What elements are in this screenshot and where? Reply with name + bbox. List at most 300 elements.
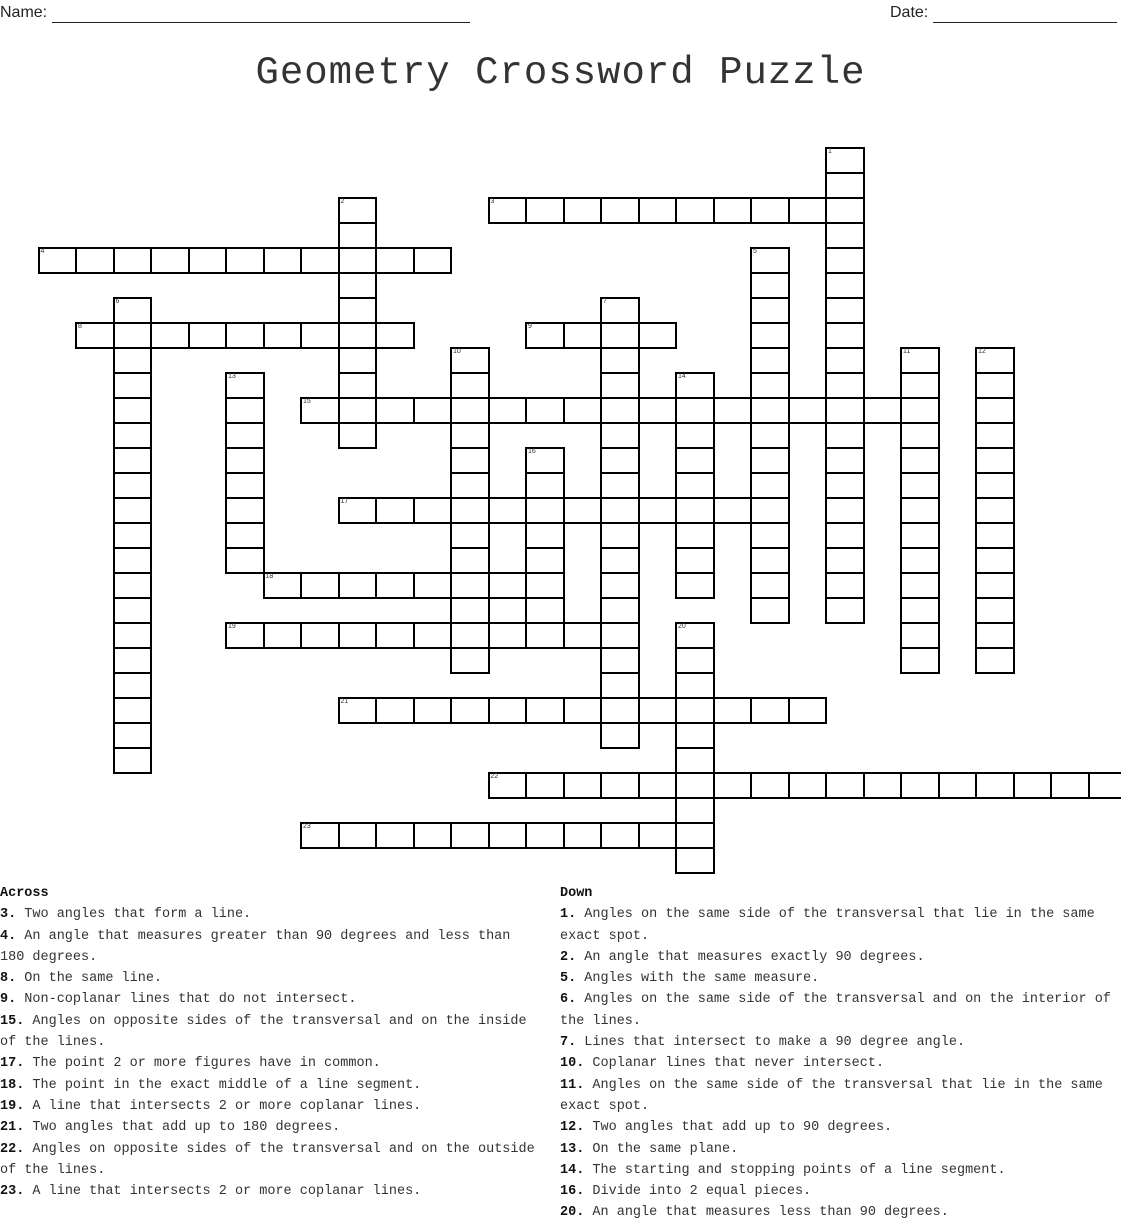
grid-cell[interactable]	[414, 398, 452, 423]
grid-cell[interactable]	[751, 423, 789, 448]
grid-cell[interactable]	[751, 498, 789, 523]
grid-cell[interactable]	[751, 198, 789, 223]
grid-cell[interactable]	[451, 523, 489, 548]
grid-cell[interactable]	[1089, 773, 1121, 798]
grid-cell[interactable]	[301, 573, 339, 598]
clue-number: 15.	[0, 1014, 24, 1029]
grid-cell[interactable]	[676, 573, 714, 598]
grid-cell[interactable]	[339, 623, 377, 648]
grid-cell[interactable]	[339, 323, 377, 348]
grid-cell[interactable]	[751, 323, 789, 348]
grid-cell[interactable]	[676, 373, 714, 398]
grid-cell[interactable]	[826, 198, 864, 223]
grid-cell[interactable]	[339, 498, 377, 523]
grid-cell[interactable]	[301, 323, 339, 348]
grid-cell[interactable]	[451, 548, 489, 573]
grid-cell[interactable]	[601, 523, 639, 548]
grid-cell[interactable]	[226, 523, 264, 548]
grid-cell[interactable]	[826, 148, 864, 173]
cell-number: 19	[228, 623, 236, 631]
grid-cell[interactable]	[601, 323, 639, 348]
grid-cell[interactable]	[601, 623, 639, 648]
down-clue-list	[560, 904, 1120, 1223]
grid-cell[interactable]	[601, 723, 639, 748]
grid-cell[interactable]	[676, 673, 714, 698]
grid-cell[interactable]	[826, 548, 864, 573]
grid-cell[interactable]	[601, 448, 639, 473]
grid-cell[interactable]	[751, 573, 789, 598]
grid-cell[interactable]	[976, 573, 1014, 598]
grid-cell[interactable]	[976, 373, 1014, 398]
grid-cell[interactable]	[564, 398, 602, 423]
name-field[interactable]	[0, 3, 470, 23]
clue-item	[560, 904, 1120, 947]
grid-cell[interactable]	[826, 348, 864, 373]
grid-cell[interactable]	[414, 698, 452, 723]
grid-cell[interactable]	[339, 273, 377, 298]
grid-cell[interactable]	[489, 398, 527, 423]
grid-cell[interactable]	[114, 698, 152, 723]
grid-cell[interactable]	[451, 823, 489, 848]
grid-cell[interactable]	[339, 398, 377, 423]
grid-cell[interactable]	[339, 348, 377, 373]
grid-cell[interactable]	[226, 498, 264, 523]
grid-cell[interactable]	[901, 348, 939, 373]
grid-cell[interactable]	[564, 198, 602, 223]
grid-cell[interactable]	[376, 623, 414, 648]
grid-cell[interactable]	[751, 548, 789, 573]
grid-cell[interactable]	[676, 748, 714, 773]
grid-cell[interactable]	[114, 423, 152, 448]
grid-cell[interactable]	[114, 298, 152, 323]
grid-cell[interactable]	[339, 223, 377, 248]
grid-cell[interactable]	[339, 573, 377, 598]
grid-cell[interactable]	[451, 698, 489, 723]
grid-cell[interactable]	[901, 398, 939, 423]
grid-cell[interactable]	[451, 648, 489, 673]
grid-cell[interactable]	[339, 823, 377, 848]
cell-number: 20	[678, 623, 686, 631]
date-blank-line[interactable]	[933, 5, 1117, 23]
grid-cell[interactable]	[226, 473, 264, 498]
grid-cell[interactable]	[976, 773, 1014, 798]
grid-cell[interactable]	[901, 573, 939, 598]
grid-cell[interactable]	[189, 248, 227, 273]
grid-cell[interactable]	[489, 198, 527, 223]
grid-cell[interactable]	[526, 548, 564, 573]
clue-number: 18.	[0, 1078, 24, 1093]
grid-cell[interactable]	[639, 698, 677, 723]
grid-cell[interactable]	[114, 748, 152, 773]
grid-cell[interactable]	[114, 398, 152, 423]
grid-cell[interactable]	[564, 323, 602, 348]
grid-cell[interactable]	[526, 473, 564, 498]
clue-number: 22.	[0, 1142, 24, 1157]
grid-cell[interactable]	[564, 773, 602, 798]
grid-cell[interactable]	[301, 248, 339, 273]
grid-cell[interactable]	[976, 348, 1014, 373]
clue-number: 23.	[0, 1184, 24, 1199]
grid-cell[interactable]	[451, 448, 489, 473]
grid-cell[interactable]	[1014, 773, 1052, 798]
grid-cell[interactable]	[151, 323, 189, 348]
grid-cell[interactable]	[564, 623, 602, 648]
grid-cell[interactable]	[826, 423, 864, 448]
grid-cell[interactable]	[489, 823, 527, 848]
grid-cell[interactable]	[826, 398, 864, 423]
date-field[interactable]	[890, 3, 1117, 23]
grid-cell[interactable]	[976, 448, 1014, 473]
grid-cell[interactable]	[76, 323, 114, 348]
grid-cell[interactable]	[976, 623, 1014, 648]
name-label: Name:	[0, 4, 47, 21]
grid-cell[interactable]	[526, 398, 564, 423]
grid-cell[interactable]	[751, 373, 789, 398]
grid-cell[interactable]	[226, 248, 264, 273]
grid-cell[interactable]	[826, 273, 864, 298]
grid-cell[interactable]	[751, 348, 789, 373]
grid-cell[interactable]	[451, 348, 489, 373]
grid-cell[interactable]	[114, 648, 152, 673]
grid-cell[interactable]	[376, 398, 414, 423]
grid-cell[interactable]	[639, 198, 677, 223]
grid-cell[interactable]	[376, 698, 414, 723]
grid-cell[interactable]	[339, 298, 377, 323]
grid-cell[interactable]	[414, 498, 452, 523]
grid-cell[interactable]	[976, 423, 1014, 448]
grid-cell[interactable]	[601, 498, 639, 523]
grid-cell[interactable]	[489, 573, 527, 598]
clue-number: 8.	[0, 971, 16, 986]
grid-cell[interactable]	[526, 823, 564, 848]
clue-item	[560, 1053, 1120, 1074]
grid-cell[interactable]	[526, 498, 564, 523]
grid-cell[interactable]	[226, 373, 264, 398]
grid-cell[interactable]	[826, 248, 864, 273]
grid-cell[interactable]	[414, 248, 452, 273]
grid-cell[interactable]	[676, 798, 714, 823]
grid-cell[interactable]	[901, 473, 939, 498]
clue-number: 21.	[0, 1120, 24, 1135]
clue-item	[560, 947, 1120, 968]
grid-cell[interactable]	[676, 723, 714, 748]
grid-cell[interactable]	[114, 498, 152, 523]
grid-cell[interactable]	[414, 573, 452, 598]
grid-cell[interactable]	[751, 248, 789, 273]
grid-cell[interactable]	[114, 623, 152, 648]
clue-number: 5.	[560, 971, 576, 986]
clue-text: An angle that measures less than 90 degrees.	[584, 1205, 949, 1220]
grid-cell[interactable]	[901, 648, 939, 673]
grid-cell[interactable]	[601, 298, 639, 323]
grid-cell[interactable]	[676, 198, 714, 223]
grid-cell[interactable]	[901, 448, 939, 473]
grid-cell[interactable]	[751, 523, 789, 548]
grid-cell[interactable]	[376, 323, 414, 348]
grid-cell[interactable]	[339, 198, 377, 223]
grid-cell[interactable]	[751, 698, 789, 723]
grid-cell[interactable]	[114, 323, 152, 348]
grid-cell[interactable]	[676, 623, 714, 648]
grid-cell[interactable]	[601, 348, 639, 373]
grid-cell[interactable]	[676, 523, 714, 548]
clue-number: 11.	[560, 1078, 584, 1093]
grid-cell[interactable]	[601, 698, 639, 723]
clue-item	[560, 968, 1120, 989]
grid-cell[interactable]	[751, 398, 789, 423]
grid-cell[interactable]	[639, 498, 677, 523]
grid-cell[interactable]	[301, 823, 339, 848]
grid-cell[interactable]	[39, 248, 77, 273]
grid-cell[interactable]	[751, 473, 789, 498]
grid-cell[interactable]	[526, 198, 564, 223]
grid-cell[interactable]	[376, 248, 414, 273]
grid-cell[interactable]	[226, 398, 264, 423]
grid-cell[interactable]	[639, 323, 677, 348]
grid-cell[interactable]	[826, 473, 864, 498]
grid-cell[interactable]	[151, 248, 189, 273]
grid-cell[interactable]	[226, 423, 264, 448]
grid-cell[interactable]	[114, 573, 152, 598]
grid-cell[interactable]	[714, 698, 752, 723]
grid-cell[interactable]	[601, 373, 639, 398]
grid-cell[interactable]	[751, 448, 789, 473]
grid-cell[interactable]	[1051, 773, 1089, 798]
grid-cell[interactable]	[601, 648, 639, 673]
grid-cell[interactable]	[526, 698, 564, 723]
grid-cell[interactable]	[714, 773, 752, 798]
grid-cell[interactable]	[676, 473, 714, 498]
grid-cell[interactable]	[751, 598, 789, 623]
grid-cell[interactable]	[114, 673, 152, 698]
grid-cell[interactable]	[526, 598, 564, 623]
grid-cell[interactable]	[789, 773, 827, 798]
clue-item	[560, 1202, 1120, 1223]
grid-cell[interactable]	[676, 423, 714, 448]
grid-cell[interactable]	[114, 598, 152, 623]
grid-cell[interactable]	[714, 498, 752, 523]
clue-item	[560, 1139, 1120, 1160]
grid-cell[interactable]	[826, 298, 864, 323]
grid-cell[interactable]	[751, 298, 789, 323]
grid-cell[interactable]	[526, 323, 564, 348]
grid-cell[interactable]	[601, 548, 639, 573]
grid-cell[interactable]	[376, 498, 414, 523]
grid-cell[interactable]	[376, 823, 414, 848]
grid-cell[interactable]	[339, 248, 377, 273]
grid-cell[interactable]	[676, 773, 714, 798]
grid-cell[interactable]	[976, 473, 1014, 498]
grid-cell[interactable]	[601, 573, 639, 598]
grid-cell[interactable]	[526, 573, 564, 598]
grid-cell[interactable]	[901, 548, 939, 573]
across-clue-list	[0, 904, 540, 1202]
grid-cell[interactable]	[751, 273, 789, 298]
cell-number: 6	[116, 298, 120, 306]
grid-cell[interactable]	[601, 823, 639, 848]
grid-cell[interactable]	[564, 498, 602, 523]
clue-text: A line that intersects 2 or more coplanar lines.	[24, 1184, 421, 1199]
grid-cell[interactable]	[826, 573, 864, 598]
grid-cell[interactable]	[189, 323, 227, 348]
grid-cell[interactable]	[976, 648, 1014, 673]
grid-cell[interactable]	[601, 473, 639, 498]
grid-cell[interactable]	[976, 398, 1014, 423]
across-clues	[0, 883, 540, 1202]
grid-cell[interactable]	[789, 698, 827, 723]
clue-number: 16.	[560, 1184, 584, 1199]
grid-cell[interactable]	[901, 373, 939, 398]
grid-cell[interactable]	[76, 248, 114, 273]
grid-cell[interactable]	[826, 373, 864, 398]
grid-cell[interactable]	[564, 698, 602, 723]
grid-cell[interactable]	[639, 398, 677, 423]
clue-number: 13.	[560, 1142, 584, 1157]
grid-cell[interactable]	[601, 398, 639, 423]
grid-cell[interactable]	[676, 498, 714, 523]
clue-text: The point 2 or more figures have in common.	[24, 1056, 380, 1071]
grid-cell[interactable]	[114, 348, 152, 373]
clue-text: Non-coplanar lines that do not intersect.	[16, 992, 356, 1007]
grid-cell[interactable]	[526, 523, 564, 548]
grid-cell[interactable]	[826, 173, 864, 198]
grid-cell[interactable]	[901, 423, 939, 448]
grid-cell[interactable]	[451, 473, 489, 498]
clue-text: Divide into 2 equal pieces.	[584, 1184, 811, 1199]
grid-cell[interactable]	[114, 548, 152, 573]
grid-cell[interactable]	[114, 448, 152, 473]
grid-cell[interactable]	[601, 773, 639, 798]
grid-cell[interactable]	[976, 598, 1014, 623]
grid-cell[interactable]	[451, 373, 489, 398]
grid-cell[interactable]	[601, 673, 639, 698]
grid-cell[interactable]	[376, 573, 414, 598]
grid-cell[interactable]	[451, 598, 489, 623]
grid-cell[interactable]	[339, 423, 377, 448]
grid-cell[interactable]	[901, 598, 939, 623]
cell-number: 5	[753, 248, 757, 256]
grid-cell[interactable]	[301, 623, 339, 648]
grid-cell[interactable]	[976, 523, 1014, 548]
grid-cell[interactable]	[564, 823, 602, 848]
grid-cell[interactable]	[264, 323, 302, 348]
grid-cell[interactable]	[601, 423, 639, 448]
grid-cell[interactable]	[264, 248, 302, 273]
grid-cell[interactable]	[751, 773, 789, 798]
grid-cell[interactable]	[676, 648, 714, 673]
grid-cell[interactable]	[114, 473, 152, 498]
grid-cell[interactable]	[526, 773, 564, 798]
grid-cell[interactable]	[714, 198, 752, 223]
grid-cell[interactable]	[451, 398, 489, 423]
grid-cell[interactable]	[226, 623, 264, 648]
grid-cell[interactable]	[526, 623, 564, 648]
grid-cell[interactable]	[901, 773, 939, 798]
grid-cell[interactable]	[864, 773, 902, 798]
grid-cell[interactable]	[489, 698, 527, 723]
grid-cell[interactable]	[226, 448, 264, 473]
grid-cell[interactable]	[789, 198, 827, 223]
grid-cell[interactable]	[414, 823, 452, 848]
grid-cell[interactable]	[676, 548, 714, 573]
grid-cell[interactable]	[226, 323, 264, 348]
grid-cell[interactable]	[339, 698, 377, 723]
clue-text: An angle that measures greater than 90 degrees and less than 180 degrees.	[0, 929, 510, 965]
grid-cell[interactable]	[826, 448, 864, 473]
grid-cell[interactable]	[901, 498, 939, 523]
grid-cell[interactable]	[451, 623, 489, 648]
grid-cell[interactable]	[114, 523, 152, 548]
grid-cell[interactable]	[489, 498, 527, 523]
grid-cell[interactable]	[976, 498, 1014, 523]
grid-cell[interactable]	[526, 448, 564, 473]
cell-number: 7	[603, 298, 607, 306]
grid-cell[interactable]	[976, 548, 1014, 573]
grid-cell[interactable]	[826, 223, 864, 248]
grid-cell[interactable]	[826, 323, 864, 348]
cell-number: 3	[491, 198, 495, 206]
grid-cell[interactable]	[114, 373, 152, 398]
name-blank-line[interactable]	[52, 5, 470, 23]
grid-cell[interactable]	[451, 498, 489, 523]
grid-cell[interactable]	[451, 423, 489, 448]
grid-cell[interactable]	[226, 548, 264, 573]
grid-cell[interactable]	[676, 448, 714, 473]
grid-cell[interactable]	[114, 248, 152, 273]
grid-cell[interactable]	[264, 623, 302, 648]
grid-cell[interactable]	[901, 623, 939, 648]
grid-cell[interactable]	[264, 573, 302, 598]
grid-cell[interactable]	[864, 398, 902, 423]
clue-text: Lines that intersect to make a 90 degree angle.	[576, 1035, 965, 1050]
grid-cell[interactable]	[826, 523, 864, 548]
grid-cell[interactable]	[676, 823, 714, 848]
grid-cell[interactable]	[676, 698, 714, 723]
grid-cell[interactable]	[339, 373, 377, 398]
grid-cell[interactable]	[601, 198, 639, 223]
clue-text: A line that intersects 2 or more coplanar lines.	[24, 1099, 421, 1114]
clue-number: 3.	[0, 907, 16, 922]
grid-cell[interactable]	[489, 623, 527, 648]
cell-number: 8	[78, 323, 82, 331]
grid-cell[interactable]	[901, 523, 939, 548]
grid-cell[interactable]	[601, 598, 639, 623]
clue-item	[560, 1117, 1120, 1138]
grid-cell[interactable]	[826, 598, 864, 623]
clue-text: Two angles that add up to 180 degrees.	[24, 1120, 340, 1135]
page-title: Geometry Crossword Puzzle	[0, 50, 1121, 96]
grid-cell[interactable]	[639, 823, 677, 848]
clue-item	[560, 1181, 1120, 1202]
grid-cell[interactable]	[301, 398, 339, 423]
clue-number: 2.	[560, 950, 576, 965]
grid-cell[interactable]	[826, 773, 864, 798]
cell-number: 1	[828, 148, 832, 156]
grid-cell[interactable]	[451, 573, 489, 598]
grid-cell[interactable]	[714, 398, 752, 423]
grid-cell[interactable]	[939, 773, 977, 798]
clue-number: 7.	[560, 1035, 576, 1050]
grid-cell[interactable]	[639, 773, 677, 798]
grid-cell[interactable]	[826, 498, 864, 523]
grid-cell[interactable]	[676, 848, 714, 873]
grid-cell[interactable]	[676, 398, 714, 423]
clue-number: 6.	[560, 992, 576, 1007]
grid-cell[interactable]	[489, 773, 527, 798]
grid-cell[interactable]	[414, 623, 452, 648]
grid-cell[interactable]	[114, 723, 152, 748]
grid-cell[interactable]	[789, 398, 827, 423]
